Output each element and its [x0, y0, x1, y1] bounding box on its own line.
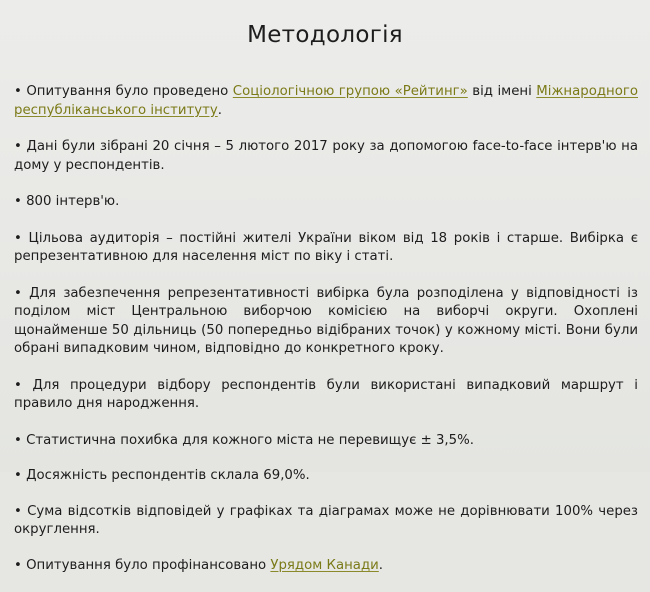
item-text: Статистична похибка для кожного міста не перевищує ± 3,5%.	[26, 432, 474, 448]
list-item	[14, 230, 638, 267]
item-text: Сума відсотків відповідей у графіках та діаграмах може не дорівнювати 100% через округлення.	[14, 503, 639, 537]
bullet-icon: •	[14, 503, 22, 519]
list-item	[14, 503, 638, 540]
item-text: від імені	[467, 84, 537, 99]
bullet-icon: •	[14, 139, 22, 154]
list-item	[14, 557, 638, 576]
item-text: .	[217, 102, 222, 118]
item-text: Дані були зібрані 20 січня – 5 лютого 2017 року за допомогою face-to-face інтерв'ю на дому у респондентів.	[14, 139, 638, 173]
list-item	[14, 83, 638, 120]
bullet-icon: •	[14, 557, 22, 573]
item-text: Для процедури відбору респондентів були використані випадковий маршрут і правило дня народження.	[14, 377, 638, 411]
item-text: Цільова аудиторія – постійні жителі України віком від 18 років і старше. Вибірка є репрезентативною для населення міст по віку і статі.	[14, 230, 638, 264]
item-text: Досяжність респондентів склала 69,0%.	[26, 468, 310, 483]
list-item	[14, 377, 638, 414]
canada-govt-link[interactable]: Урядом Канади	[270, 557, 379, 573]
bullet-icon: •	[14, 432, 22, 448]
bullet-icon: •	[14, 230, 22, 246]
page-title: Методологія	[247, 22, 403, 48]
item-text: 800 інтерв'ю.	[26, 194, 120, 209]
bullet-icon: •	[14, 285, 22, 301]
item-text: .	[378, 557, 384, 573]
list-item	[14, 432, 638, 451]
bullet-icon: •	[14, 194, 22, 209]
list-item	[14, 285, 638, 359]
item-text: Опитування було проведено	[26, 84, 233, 99]
item-text: Для забезпечення репрезентативності вибірка була розподілена у відповідності із поділом міст Центральною виборчою комісією на виборчі округи. Охоплені щонайменше 50 дільниць (50 попередньо відібраних точок) у кожному місті. Вони були обрані випадковим чином, відповідно до конкретного кроку.	[14, 285, 638, 356]
methodology-list	[14, 83, 638, 592]
bullet-icon: •	[14, 377, 22, 393]
list-item	[14, 138, 638, 175]
item-text: Опитування було профінансовано	[26, 557, 271, 573]
bullet-icon: •	[14, 84, 22, 99]
list-item	[14, 467, 638, 486]
bullet-icon: •	[14, 468, 22, 483]
rating-group-link[interactable]: Соціологічною групою «Рейтинг»	[232, 84, 468, 99]
iri-link[interactable]: Міжнародного республіканського інституту	[14, 84, 638, 118]
list-item	[14, 193, 638, 212]
